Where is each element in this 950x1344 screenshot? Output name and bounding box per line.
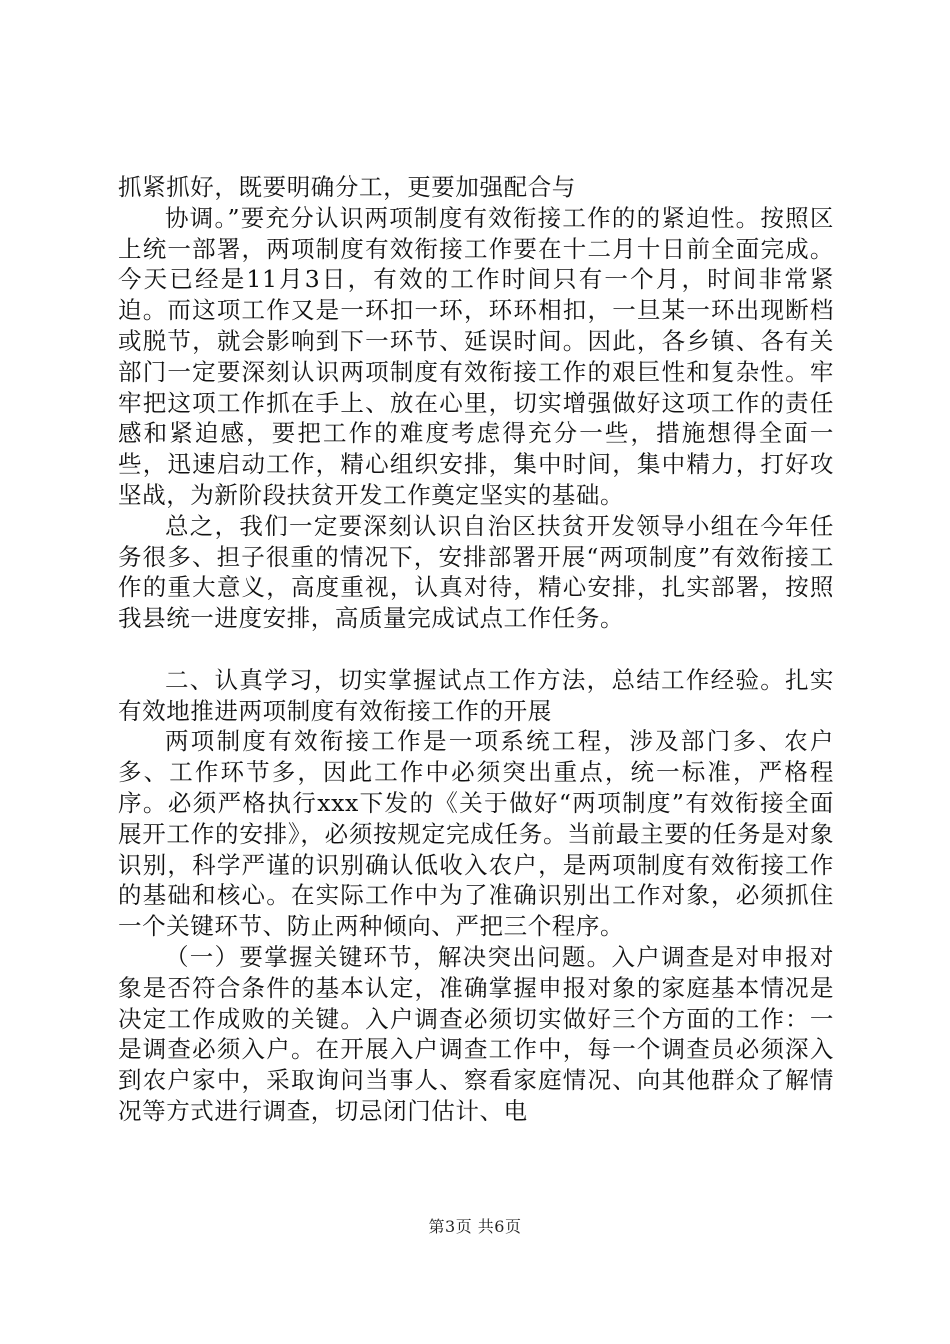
document-body — [118, 172, 834, 1127]
paragraph-summary: 总之，我们一定要深刻认识自治区扶贫开发领导小组在今年任务很多、担子很重的情况下，安排部署开展“两项制度”有效衔接工作的重大意义，高度重视，认真对待，精心安排，扎实部署，按照我县统一进度安排，高质量完成试点工作任务。 — [118, 511, 834, 633]
paragraph-urgency: 协调。”要充分认识两项制度有效衔接工作的的紧迫性。按照区上统一部署，两项制度有效衔接工作要在十二月十日前全面完成。今天已经是11月3日，有效的工作时间只有一个月，时间非常紧迫。而这项工作又是一环扣一环，环环相扣，一旦某一环出现断档或脱节，就会影响到下一环节、延误时间。因此，各乡镇、各有关部门一定要深刻认识两项制度有效衔接工作的艰巨性和复杂性。牢牢把这项工作抓在手上、放在心里，切实增强做好这项工作的责任感和紧迫感，要把工作的难度考虑得充分一些，措施想得全面一些，迅速启动工作，精心组织安排，集中时间，集中精力，打好攻坚战，为新阶段扶贫开发工作奠定坚实的基础。 — [118, 203, 834, 509]
paragraph-system-project: 两项制度有效衔接工作是一项系统工程，涉及部门多、农户多、工作环节多，因此工作中必须突出重点，统一标准，严格程序。必须严格执行xxx下发的《关于做好“两项制度”有效衔接全面展开工作的安排》，必须按规定完成任务。当前最主要的任务是对象识别，科学严谨的识别确认低收入农户，是两项制度有效衔接工作的基础和核心。在实际工作中为了准确识别出工作对象，必须抓住一个关键环节、防止两种倾向、严把三个程序。 — [118, 727, 834, 941]
paragraph-spacer — [118, 634, 834, 665]
paragraph-continuation: 抓紧抓好，既要明确分工，更要加强配合与 — [118, 173, 576, 201]
paragraph-key-link: （一）要掌握关键环节，解决突出问题。入户调查是对申报对象是否符合条件的基本认定，准确掌握申报对象的家庭基本情况是决定工作成败的关键。入户调查必须切实做好三个方面的工作：一是调查必须入户。在开展入户调查工作中，每一个调查员必须深入到农户家中，采取询问当事人、察看家庭情况、向其他群众了解情况等方式进行调查，切忌闭门估计、电 — [118, 942, 834, 1125]
section-heading-two: 二、认真学习，切实掌握试点工作方法，总结工作经验。扎实有效地推进两项制度有效衔接工作的开展 — [118, 665, 834, 725]
page-number-footer: 第3页 共6页 — [428, 1217, 522, 1236]
